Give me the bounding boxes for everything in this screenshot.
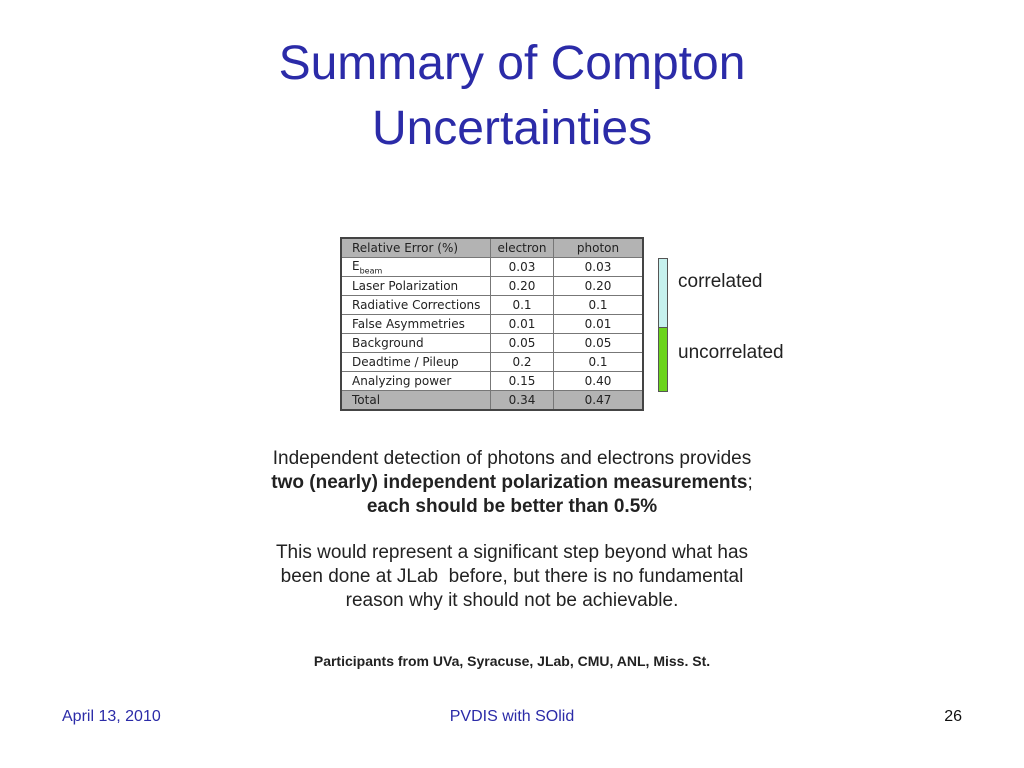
paragraph-line: This would represent a significant step beyond what has: [275, 542, 749, 563]
cell-photon: 0.01: [554, 315, 644, 334]
cell-photon: 0.1: [554, 296, 644, 315]
paragraph-detection: [200, 447, 824, 519]
paragraph-line: [200, 495, 824, 519]
row-label: Laser Polarization: [341, 277, 491, 296]
punctuation: ;: [747, 472, 753, 493]
paragraph-line: [200, 471, 824, 495]
cell-photon: 0.03: [554, 258, 644, 277]
header-relative-error: Relative Error (%): [341, 238, 491, 258]
uncorrelated-label: uncorrelated: [678, 342, 784, 363]
bold-text: each should be better than 0.5%: [366, 496, 658, 517]
slide-title-line-2: Uncertainties: [371, 102, 653, 155]
row-label-main: E: [352, 258, 360, 273]
footer-date: April 13, 2010: [62, 708, 161, 725]
table-total-row: [341, 391, 643, 411]
paragraph-significance: [200, 541, 824, 613]
cell-photon: 0.1: [554, 353, 644, 372]
row-label: Analyzing power: [341, 372, 491, 391]
cell-electron: 0.05: [491, 334, 554, 353]
slide-title-line-1: Summary of Compton: [278, 37, 746, 90]
paragraph-line: reason why it should not be achievable.: [345, 590, 679, 611]
table-row: [341, 372, 643, 391]
cell-electron: 0.01: [491, 315, 554, 334]
cell-electron: 0.03: [491, 258, 554, 277]
row-label: Deadtime / Pileup: [341, 353, 491, 372]
table-row: [341, 353, 643, 372]
footer-title: PVDIS with SOlid: [449, 708, 575, 725]
bold-text: two (nearly) independent polarization measurements: [271, 472, 748, 493]
table-row: [341, 296, 643, 315]
table-row: [341, 334, 643, 353]
row-label: Radiative Corrections: [341, 296, 491, 315]
cell-photon: 0.05: [554, 334, 644, 353]
row-label-subscript: beam: [359, 266, 383, 276]
row-label: Background: [341, 334, 491, 353]
table-row: [341, 315, 643, 334]
row-label: Total: [341, 391, 491, 411]
correlated-label: correlated: [678, 271, 763, 292]
slide-number: 26: [944, 708, 962, 725]
header-electron: electron: [491, 238, 554, 258]
cell-electron: 0.15: [491, 372, 554, 391]
uncorrelated-bar: [658, 327, 668, 392]
participants-note: Participants from UVa, Syracuse, JLab, CMU, ANL, Miss. St.: [313, 653, 711, 669]
cell-electron: 0.20: [491, 277, 554, 296]
cell-electron: 0.1: [491, 296, 554, 315]
error-table: [340, 237, 644, 411]
row-label: False Asymmetries: [341, 315, 491, 334]
cell-photon: 0.40: [554, 372, 644, 391]
table-row: [341, 277, 643, 296]
header-photon: photon: [554, 238, 644, 258]
cell-photon: 0.20: [554, 277, 644, 296]
cell-photon: 0.47: [554, 391, 644, 411]
paragraph-line: Independent detection of photons and electrons provides: [272, 448, 752, 469]
cell-electron: 0.34: [491, 391, 554, 411]
paragraph-line: been done at JLab before, but there is no fundamental: [280, 566, 744, 587]
correlated-bar: [658, 258, 668, 328]
table-header-row: [341, 238, 643, 258]
cell-electron: 0.2: [491, 353, 554, 372]
row-label: [341, 258, 491, 277]
table-row: [341, 258, 643, 277]
